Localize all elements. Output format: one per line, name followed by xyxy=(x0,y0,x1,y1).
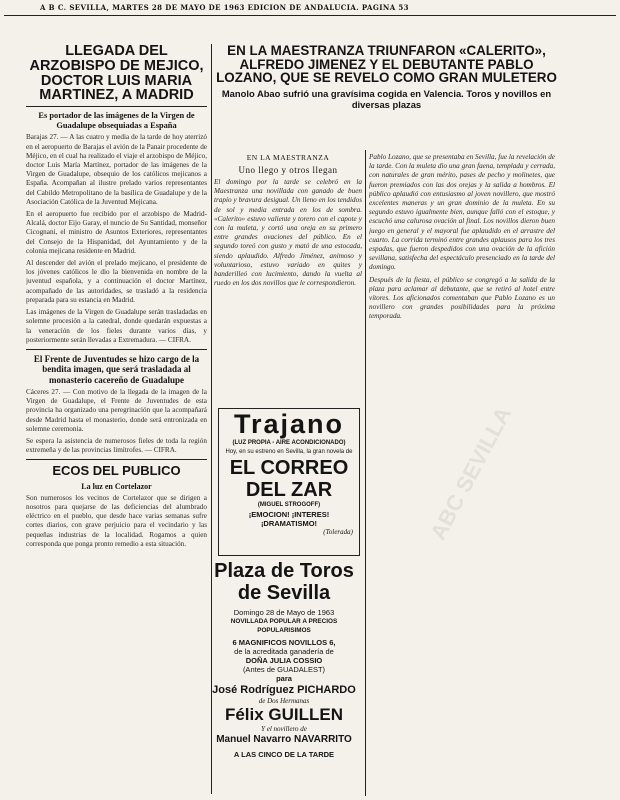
kicker-maestranza: EN LA MAESTRANZA xyxy=(246,153,330,162)
article-body: Son numerosos los vecinos de Cortelazor que se dirigen a nosotros para quejarse de las deficiencias del alumbrado eléctrico en el pueblo, que desde hace varias semanas sufre cortes diarios, con grave perjuicio para el vecindario y las pequeñas industrias de la localidad. Rogamos a quien corresponda que ponga pronto remedio a esta situación. xyxy=(26,493,207,548)
subhead-luz: La luz en Cortelazor xyxy=(81,481,152,491)
ad-line: de la acreditada ganadería de xyxy=(234,647,334,656)
article-body: Las imágenes de la Virgen de Guadalupe serán trasladadas en solemne procesión a la catedral, donde quedarán expuestas a la veneración de los fieles durante varios días, y posteriormente serán llevadas a Extremadura. — CIFRA. xyxy=(26,308,207,344)
ad-trajano xyxy=(218,408,360,556)
ad-line: DOÑA JULIA COSSIO xyxy=(245,656,323,665)
header-rule xyxy=(4,15,616,16)
column-rule xyxy=(365,150,366,796)
subhead-abao: Manolo Abao sufrió una gravísima cogida en Valencia. Toros y novillos en diversas plazas xyxy=(221,88,552,110)
ad-line: (Antes de GUADALEST) xyxy=(242,665,326,674)
ad-line: 6 MAGNIFICOS NOVILLOS 6, xyxy=(232,638,336,647)
ad-torero: José Rodríguez PICHARDO xyxy=(212,684,356,696)
ad-line: ¡EMOCION! ¡INTERES! xyxy=(248,510,330,519)
article-body: Se espera la asistencia de numerosos fieles de toda la región extremeña y de las provincias limítrofes. — CIFRA. xyxy=(26,436,207,455)
ad-torero: Manuel Navarro NAVARRITO xyxy=(216,734,352,745)
ad-title: de Sevilla xyxy=(237,582,331,604)
bullfight-column-a xyxy=(214,150,362,400)
ad-line: Hoy, en su estreno en Sevilla, la gran novela de xyxy=(225,449,353,455)
headline-frente-juventudes: El Frente de Juventudes se hizo cargo de la bendita imagen, que será trasladada al monasterio cacereño de Guadalupe xyxy=(33,353,200,385)
divider xyxy=(26,459,207,460)
article-body: Después de la fiesta, el público se congregó a la salida de la plaza para aclamar al debutante, que se retiró al hotel entre vítores. Los aficionados comentaban que Pablo Lozano es un novillero con grandes posibilidades para la próxima temporada. xyxy=(369,275,555,321)
subhead-imagenes: Es portador de las imágenes de la Virgen de Guadalupe obsequiadas a España xyxy=(38,111,195,130)
ad-plaza-toros xyxy=(206,560,362,796)
ad-rating: (Tolerada) xyxy=(323,528,353,536)
ad-torero: Félix GUILLEN xyxy=(224,705,344,724)
ad-line: (MIGUEL STROGOFF) xyxy=(257,502,321,508)
headline-ecos: ECOS DEL PUBLICO xyxy=(52,463,181,479)
article-body: En el aeropuerto fue recibido por el arzobispo de Madrid-Alcalá, doctor Eijo Garay, el nuncio de Su Santidad, monseñor Cicognani, el ministro de Asuntos Exteriores, representantes del Consejo de la Hispanidad, del Ayuntamiento y de la colonia mejicana residente en Madrid. xyxy=(26,210,207,255)
ad-title: DEL ZAR xyxy=(245,479,333,501)
ad-title: Plaza de Toros xyxy=(214,560,354,582)
headline-arzobispo: LLEGADA DEL ARZOBISPO DE MEJICO, DOCTOR LUIS MARIA MARTINEZ, A MADRID xyxy=(29,44,204,104)
ad-line: A LAS CINCO DE LA TARDE xyxy=(233,750,335,759)
ad-line: Domingo 28 de Mayo de 1963 xyxy=(233,608,335,617)
ad-title: EL CORREO xyxy=(229,457,349,479)
subkicker: Uno llego y otros llegan xyxy=(238,165,338,175)
article-body: Al descender del avión el prelado mejicano, el presidente de los jóvenes católicos le dio la bienvenida en nombre de la juventud española, y a continuación el doctor Martínez, acompañado de las autoridades, se trasladó a la residencia preparada para su estancia en Madrid. xyxy=(26,259,207,304)
article-body: Cáceres 27. — Con motivo de la llegada de la imagen de la Virgen de Guadalupe, el Frente de Juventudes de esta provincia ha organizado una peregrinación que la acompañará desde Madrid hasta el monasterio, donde será entronizada en solemne ceremonia. xyxy=(26,387,207,433)
ad-line: NOVILLADA POPULAR A PRECIOS POPULARISIMOS xyxy=(230,618,338,634)
ad-line: ¡DRAMATISMO! xyxy=(260,519,318,528)
ad-line: para xyxy=(276,674,292,683)
article-body: Pablo Lozano, que se presentaba en Sevilla, fue la revelación de la tarde. Con la muleta dio una gran faena, templada y cerrada, con naturales de gran mérito, pases de pecho y molinetes, que fueron premiados con las dos orejas y la salida a hombros. El público aplaudió con entusiasmo al joven novillero, que mostró excelentes maneras y un gran dominio de la muleta. En su segundo estuvo igualmente bien, aunque falló con el estoque, y escuchó una calurosa ovación al final. Los novillos dieron buen juego en general y el mayoral fue aplaudido en el arrastre del cuarto. La corrida terminó entre grandes aplausos para los tres espadas, que fueron despedidos con una ovación de la afición sevillana, satisfecha del espectáculo presenciado en la tarde del domingo. xyxy=(369,153,555,272)
article-body: Barajas 27. — A las cuatro y media de la tarde de hoy aterrizó en el aeropuerto de Barajas el avión de la Panair procedente de Méjico, en el cual ha realizado el viaje el arzobispo de Méjico, doctor Luis María Martínez, portador de las imágenes de la Virgen de Guadalupe, obsequio de los católicos mejicanos a España. Acompañan al ilustre prelado varios representantes del Cabildo Metropolitano de la basílica de Guadalupe y de la Asociación Católica de la Juventud Mejicana. xyxy=(26,133,207,206)
ad-trajano-name: Trajano xyxy=(233,409,345,439)
left-column xyxy=(26,44,207,796)
divider xyxy=(26,106,207,107)
bullfight-headline-block xyxy=(214,44,559,164)
ad-line: Y el novillero de xyxy=(261,725,307,733)
divider xyxy=(26,349,207,350)
page-header: A B C. SEVILLA, MARTES 28 DE MAYO DE 1963 EDICION DE ANDALUCIA. PAGINA 53 xyxy=(40,3,409,12)
headline-maestranza: EN LA MAESTRANZA TRIUNFARON «CALERITO», ALFREDO JIMENEZ Y EL DEBUTANTE PABLO LOZANO, QUE SE REVELO COMO GRAN MULETERO xyxy=(216,44,557,86)
archive-watermark: ABC SEVILLA xyxy=(425,402,517,544)
article-body: El domingo por la tarde se celebró en la Maestranza una novillada con ganado de buen trapío y bravura desigual. Un lleno en los tendidos de sol y media entrada en los de sombra. «Calerito» estuvo valiente y torero con el capote y con la muleta, y cortó una oreja en su primero entre grandes ovaciones del público. En el segundo toreó con gusto y mató de una estocada, siendo aplaudido. Alfredo Jiménez, animoso y voluntarioso, estuvo variado en quites y banderilleó con lucimiento, dando la vuelta al ruedo en los dos novillos que le correspondieron. xyxy=(214,178,362,288)
ad-line: (LUZ PROPIA - AIRE ACONDICIONADO) xyxy=(232,440,346,446)
ad-line: de Dos Hermanas xyxy=(258,697,310,705)
